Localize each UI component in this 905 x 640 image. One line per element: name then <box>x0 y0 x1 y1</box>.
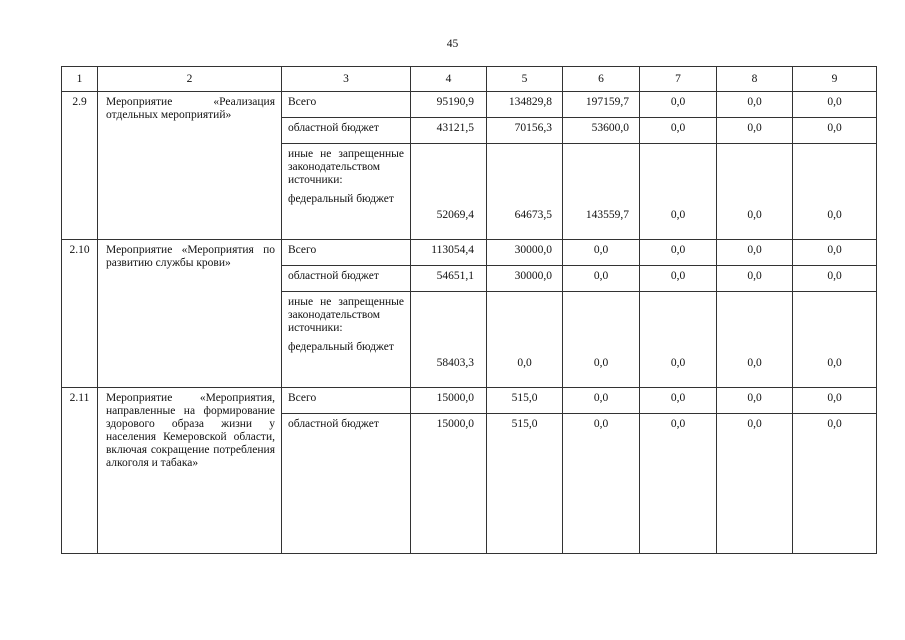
table-row <box>62 240 877 266</box>
value-cell: 0,0 <box>793 292 877 388</box>
value-cell: 0,0 <box>640 414 717 554</box>
value-cell: 0,0 <box>640 92 717 118</box>
value-cell: 0,0 <box>563 414 640 554</box>
value-cell: 0,0 <box>717 118 793 144</box>
source-label: иные не запрещенные законодательством источники: <box>288 148 404 186</box>
value-cell: 0,0 <box>793 240 877 266</box>
source-label: Всего <box>282 92 411 118</box>
source-label: областной бюджет <box>282 414 411 554</box>
header-cell: 3 <box>282 67 411 92</box>
value-cell: 0,0 <box>640 266 717 292</box>
value-cell: 0,0 <box>640 144 717 240</box>
value-cell: 70156,3 <box>487 118 563 144</box>
value-cell: 0,0 <box>793 414 877 554</box>
value-cell: 15000,0 <box>411 388 487 414</box>
source-label: областной бюджет <box>282 266 411 292</box>
value-cell: 0,0 <box>563 240 640 266</box>
value-cell: 0,0 <box>563 292 640 388</box>
item-title-text: Мероприятие «Мероприятия, направленные на формирование здорового образа жизни у населения Кемеровской области, включая сокращение потребления алкоголя и табака» <box>106 392 275 469</box>
item-title <box>98 92 282 240</box>
value-cell: 0,0 <box>793 144 877 240</box>
source-label: Всего <box>282 240 411 266</box>
header-cell: 4 <box>411 67 487 92</box>
value-cell: 197159,7 <box>563 92 640 118</box>
value-cell: 515,0 <box>487 414 563 554</box>
value-cell: 53600,0 <box>563 118 640 144</box>
header-row <box>62 67 877 92</box>
value-cell: 15000,0 <box>411 414 487 554</box>
value-cell: 134829,8 <box>487 92 563 118</box>
value-cell: 58403,3 <box>411 292 487 388</box>
value-cell: 30000,0 <box>487 266 563 292</box>
header-cell: 7 <box>640 67 717 92</box>
table-row <box>62 92 877 118</box>
value-cell: 0,0 <box>793 266 877 292</box>
value-cell: 52069,4 <box>411 144 487 240</box>
header-cell: 9 <box>793 67 877 92</box>
value-cell: 0,0 <box>717 388 793 414</box>
source-label: областной бюджет <box>282 118 411 144</box>
source-sublabel: федеральный бюджет <box>288 193 394 205</box>
item-title <box>98 240 282 388</box>
budget-table <box>61 66 877 554</box>
value-cell: 0,0 <box>717 240 793 266</box>
item-title-text: Мероприятие «Мероприятия по развитию службы крови» <box>106 244 275 269</box>
value-cell: 0,0 <box>640 292 717 388</box>
value-cell: 0,0 <box>717 144 793 240</box>
value-cell: 0,0 <box>487 292 563 388</box>
value-cell: 54651,1 <box>411 266 487 292</box>
value-cell: 95190,9 <box>411 92 487 118</box>
value-cell: 0,0 <box>640 240 717 266</box>
value-cell: 30000,0 <box>487 240 563 266</box>
value-cell: 0,0 <box>717 266 793 292</box>
value-cell: 0,0 <box>793 92 877 118</box>
source-label: иные не запрещенные законодательством источники: <box>288 296 404 334</box>
value-cell: 0,0 <box>717 92 793 118</box>
value-cell: 143559,7 <box>563 144 640 240</box>
value-cell: 0,0 <box>717 414 793 554</box>
value-cell: 113054,4 <box>411 240 487 266</box>
value-cell: 43121,5 <box>411 118 487 144</box>
source-label-group <box>282 292 411 388</box>
item-title <box>98 388 282 554</box>
value-cell: 0,0 <box>563 388 640 414</box>
value-cell: 0,0 <box>640 388 717 414</box>
value-cell: 0,0 <box>563 266 640 292</box>
item-number: 2.10 <box>62 240 98 388</box>
table-row <box>62 388 877 414</box>
value-cell: 0,0 <box>793 388 877 414</box>
header-cell: 5 <box>487 67 563 92</box>
header-cell: 2 <box>98 67 282 92</box>
page-number: 45 <box>446 38 459 50</box>
item-number: 2.11 <box>62 388 98 554</box>
value-cell: 64673,5 <box>487 144 563 240</box>
item-number: 2.9 <box>62 92 98 240</box>
value-cell: 0,0 <box>640 118 717 144</box>
source-label-group <box>282 144 411 240</box>
source-sublabel: федеральный бюджет <box>288 341 394 353</box>
value-cell: 515,0 <box>487 388 563 414</box>
header-cell: 6 <box>563 67 640 92</box>
value-cell: 0,0 <box>717 292 793 388</box>
header-cell: 1 <box>62 67 98 92</box>
item-title-text: Мероприятие «Реализация отдельных мероприятий» <box>106 96 275 121</box>
header-cell: 8 <box>717 67 793 92</box>
value-cell: 0,0 <box>793 118 877 144</box>
source-label: Всего <box>282 388 411 414</box>
